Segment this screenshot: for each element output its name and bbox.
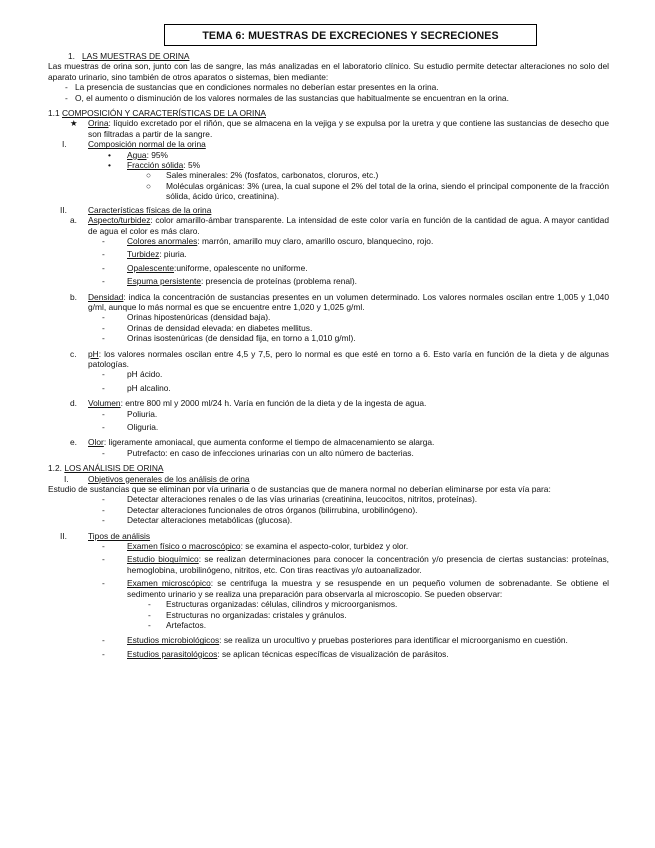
item-text: Artefactos.	[166, 619, 207, 630]
dash-marker: -	[65, 92, 68, 103]
item-text: Orinas isostenúricas (de densidad fija, en torno a 1,010 g/ml).	[127, 333, 356, 344]
dash-marker: -	[102, 322, 105, 333]
dash-marker: -	[102, 447, 105, 458]
objetivo-1	[48, 494, 609, 504]
term: Fracción sólida	[127, 160, 184, 171]
micro-sub-1	[48, 599, 609, 609]
roman-numeral: II.	[60, 530, 67, 541]
item-text: Orinas hipostenúricas (densidad baja).	[127, 312, 271, 323]
letter-marker: d.	[70, 398, 77, 409]
item-text: : se realiza un urocultivo y pruebas posteriores para identificar el microorganismo en cuestión.	[219, 635, 568, 646]
definition: : ligeramente amoniacal, que aumenta conforme el tiempo de almacenamiento se alarga.	[103, 437, 435, 448]
item-a-aspecto	[48, 215, 609, 236]
item-c-ph	[48, 349, 609, 370]
page-title: TEMA 6: MUESTRAS DE EXCRECIONES Y SECRECIONES	[164, 24, 537, 46]
item-text: Putrefacto: en caso de infecciones urinarias con un alto número de bacterias.	[127, 447, 414, 458]
definition: : indica la concentración de sustancias presentes en un volumen determinado. Los valores normales oscilan entre 1,005 y 1,040 g/ml, aunque lo más normal es que se encuentre entre 1,020 y 1,025 g/ml.	[88, 291, 609, 312]
tipo-microscopico	[48, 578, 609, 599]
item-text: : presencia de proteínas (problema renal).	[201, 276, 357, 287]
moleculas-item	[48, 181, 609, 202]
term: Turbidez	[127, 249, 160, 260]
bullet-circle-icon: ○	[146, 170, 152, 181]
section-1-2-heading	[48, 463, 609, 473]
dash-marker: -	[148, 609, 151, 620]
dash-marker: -	[102, 635, 105, 646]
item-text: pH ácido.	[127, 369, 163, 380]
bullet-text: La presencia de sustancias que en condiciones normales no deberían estar presentes en la orina.	[75, 82, 439, 93]
item-text: Oliguria.	[127, 422, 159, 432]
item-e-olor	[48, 437, 609, 447]
letter-marker: b.	[70, 291, 77, 302]
sales-item	[48, 170, 609, 180]
dash-marker: -	[102, 249, 105, 260]
opalescente-item	[48, 263, 609, 273]
item-text: : se realizan determinaciones para conocer la concentración y/o presencia de ciertas sustancias: proteínas, hemoglobina, urobilinógeno, nitritos, etc. Con tiras reactivas y/o autoanalizador.	[127, 554, 610, 575]
roman-numeral: I.	[64, 473, 69, 484]
micro-sub-2	[48, 610, 609, 620]
item-text: Orinas de densidad elevada: en diabetes mellitus.	[127, 322, 313, 333]
term: Estudios parasitológicos	[127, 648, 218, 659]
term: Densidad	[88, 291, 124, 302]
dash-marker: -	[102, 648, 105, 659]
putrefacto	[48, 448, 609, 458]
ph-acido	[48, 369, 609, 379]
dash-marker: -	[102, 382, 105, 393]
dash-marker: -	[102, 408, 105, 419]
objetivo-3	[48, 515, 609, 525]
dash-marker: -	[102, 276, 105, 287]
dash-marker: -	[148, 619, 151, 630]
letter-marker: e.	[70, 437, 77, 448]
turbidez-item	[48, 249, 609, 259]
dash-marker: -	[102, 333, 105, 344]
item-text: Estructuras no organizadas: cristales y gránulos.	[166, 609, 347, 620]
term: Estudios microbiológicos	[127, 635, 220, 646]
densidad-sub-3	[48, 333, 609, 343]
dash-marker: -	[102, 369, 105, 380]
orina-definition	[48, 118, 609, 139]
term: Examen microscópico	[127, 578, 211, 589]
poliuria	[48, 409, 609, 419]
dash-marker: -	[102, 504, 105, 515]
densidad-sub-2	[48, 323, 609, 333]
tipo-microbiologico	[48, 635, 609, 645]
tipo-parasitologico	[48, 649, 609, 659]
item-text: Detectar alteraciones metabólicas (glucosa).	[127, 515, 293, 526]
term: Agua	[127, 149, 147, 160]
roman-numeral: I.	[62, 139, 67, 150]
term: Volumen	[88, 398, 121, 409]
objetivo-2	[48, 505, 609, 515]
roman-numeral: II.	[60, 204, 67, 215]
dash-marker: -	[102, 262, 105, 273]
term: Colores anormales	[127, 235, 198, 246]
ph-alcalino	[48, 383, 609, 393]
dash-marker: -	[102, 235, 105, 246]
objetivos-heading	[48, 474, 609, 484]
term: Aspecto/turbidez	[88, 215, 151, 226]
definition: : los valores normales oscilan entre 4,5 y 7,5, pero lo normal es que esté en torno a 6. Esto varía en función de la dieta y de algunas patologías.	[88, 348, 609, 369]
item-text: : se examina el aspecto-color, turbidez y olor.	[240, 541, 409, 552]
section-1-intro: Las muestras de orina son, junto con las de sangre, las más analizadas en el laboratorio clínico. Su estudio permite detectar alteraciones no solo del aparato urinario, sino también de otros aparatos o sistemas, bien mediante:	[48, 61, 609, 82]
term: Estudio bioquímico	[127, 554, 199, 565]
subsection-title: Tipos de análisis	[88, 530, 151, 541]
colores-item	[48, 236, 609, 246]
item-text: Estructuras organizadas: células, cilindros y microorganismos.	[166, 599, 398, 610]
densidad-sub-1	[48, 312, 609, 322]
dash-marker: -	[102, 494, 105, 505]
item-text: Detectar alteraciones renales o de las vías urinarias (creatinina, leucocitos, nitritos, proteínas).	[127, 494, 478, 505]
bullet-circle-icon: ○	[146, 180, 152, 191]
subsection-title: Características físicas de la orina	[88, 204, 212, 215]
tipo-fisico	[48, 541, 609, 551]
dash-marker: -	[102, 554, 105, 565]
composition-heading	[48, 139, 609, 149]
item-text: : se aplican técnicas específicas de visualización de parásitos.	[217, 648, 449, 659]
dash-marker: -	[102, 541, 105, 552]
subsection-title: Composición normal de la orina	[88, 139, 206, 150]
term: Orina	[88, 118, 109, 129]
definition: : líquido excretado por el riñón, que se almacena en la vejiga y se expulsa por la uretra y que contiene las sustancias de desecho que son filtradas a partir de la sangre.	[88, 118, 609, 139]
letter-marker: a.	[70, 215, 77, 226]
dash-marker: -	[102, 312, 105, 323]
section-number: 1.2.	[48, 463, 62, 474]
dash-marker: -	[65, 82, 68, 93]
micro-sub-3	[48, 620, 609, 630]
term: pH	[88, 348, 99, 359]
value: : 5%	[183, 160, 201, 171]
term: Espuma persistente	[127, 276, 202, 287]
section-1-number: 1.	[68, 51, 75, 61]
physical-heading	[48, 205, 609, 215]
letter-marker: c.	[70, 348, 77, 359]
item-text: : se centrifuga la muestra y se resuspende en un pequeño volumen de sobrenadante. Se obtiene el sedimento urinario y se realiza una preparación para observarla al microscopio. Se pueden observar:	[127, 578, 610, 599]
item-text: : piuria.	[159, 249, 187, 260]
term: Examen físico o macroscópico	[127, 541, 241, 552]
espuma-item	[48, 276, 609, 286]
definition: : entre 800 ml y 2000 ml/24 h. Varía en función de la dieta y de la ingesta de agua.	[120, 398, 427, 409]
bullet-text: O, el aumento o disminución de los valores normales de las sustancias que habitualmente se encuentran en la orina.	[75, 92, 509, 103]
dash-marker: -	[102, 422, 105, 432]
section-1-bullet-1	[48, 82, 609, 92]
value: : 95%	[146, 149, 168, 160]
item-b-densidad	[48, 292, 609, 313]
oliguria	[48, 422, 609, 432]
section-1-heading	[48, 51, 609, 61]
item-d-volumen	[48, 398, 609, 408]
subsection-title: Objetivos generales de los análisis de orina	[88, 473, 250, 484]
fraccion-item	[48, 160, 609, 170]
item-text: Sales minerales: 2% (fosfatos, carbonatos, cloruros, etc.)	[166, 170, 379, 181]
section-1-title: LAS MUESTRAS DE ORINA	[81, 51, 190, 61]
agua-item	[48, 150, 609, 160]
bullet-dot-icon: •	[108, 160, 111, 171]
section-1-1-heading	[48, 108, 609, 118]
star-icon: ★	[70, 118, 78, 129]
item-text: Poliuria.	[127, 408, 158, 419]
section-title: COMPOSICIÓN Y CARACTERÍSTICAS DE LA ORINA	[61, 108, 266, 119]
definition: : color amarillo-ámbar transparente. La intensidad de este color varía en función de la cantidad de agua. A mayor cantidad de agua el color es más claro.	[88, 215, 609, 236]
item-text: : marrón, amarillo muy claro, amarillo oscuro, blanquecino, rojo.	[197, 235, 434, 246]
objetivos-intro: Estudio de sustancias que se eliminan por vía urinaria o de sustancias que de manera normal no deberían eliminarse por esta vía para:	[48, 484, 551, 495]
section-number: 1.1	[48, 108, 60, 119]
section-1-bullet-2	[48, 93, 609, 103]
tipo-bioquimico	[48, 554, 609, 575]
term: Olor	[88, 437, 104, 448]
dash-marker: -	[148, 599, 151, 610]
dash-marker: -	[102, 578, 105, 589]
item-text: Moléculas orgánicas: 3% (urea, la cual supone el 2% del total de la orina, siendo el principal componente de la fracción sólida, ácido úrico, creatinina).	[166, 180, 609, 202]
tipos-heading	[48, 531, 609, 541]
term: Opalescente	[127, 262, 175, 273]
section-title: LOS ANÁLISIS DE ORINA	[64, 463, 164, 474]
item-text: Detectar alteraciones funcionales de otros órganos (bilirrubina, urobilinógeno).	[127, 504, 418, 515]
item-text: :uniforme, opalescente no uniforme.	[174, 262, 308, 273]
item-text: pH alcalino.	[127, 382, 171, 393]
bullet-dot-icon: •	[108, 149, 111, 160]
dash-marker: -	[102, 515, 105, 526]
